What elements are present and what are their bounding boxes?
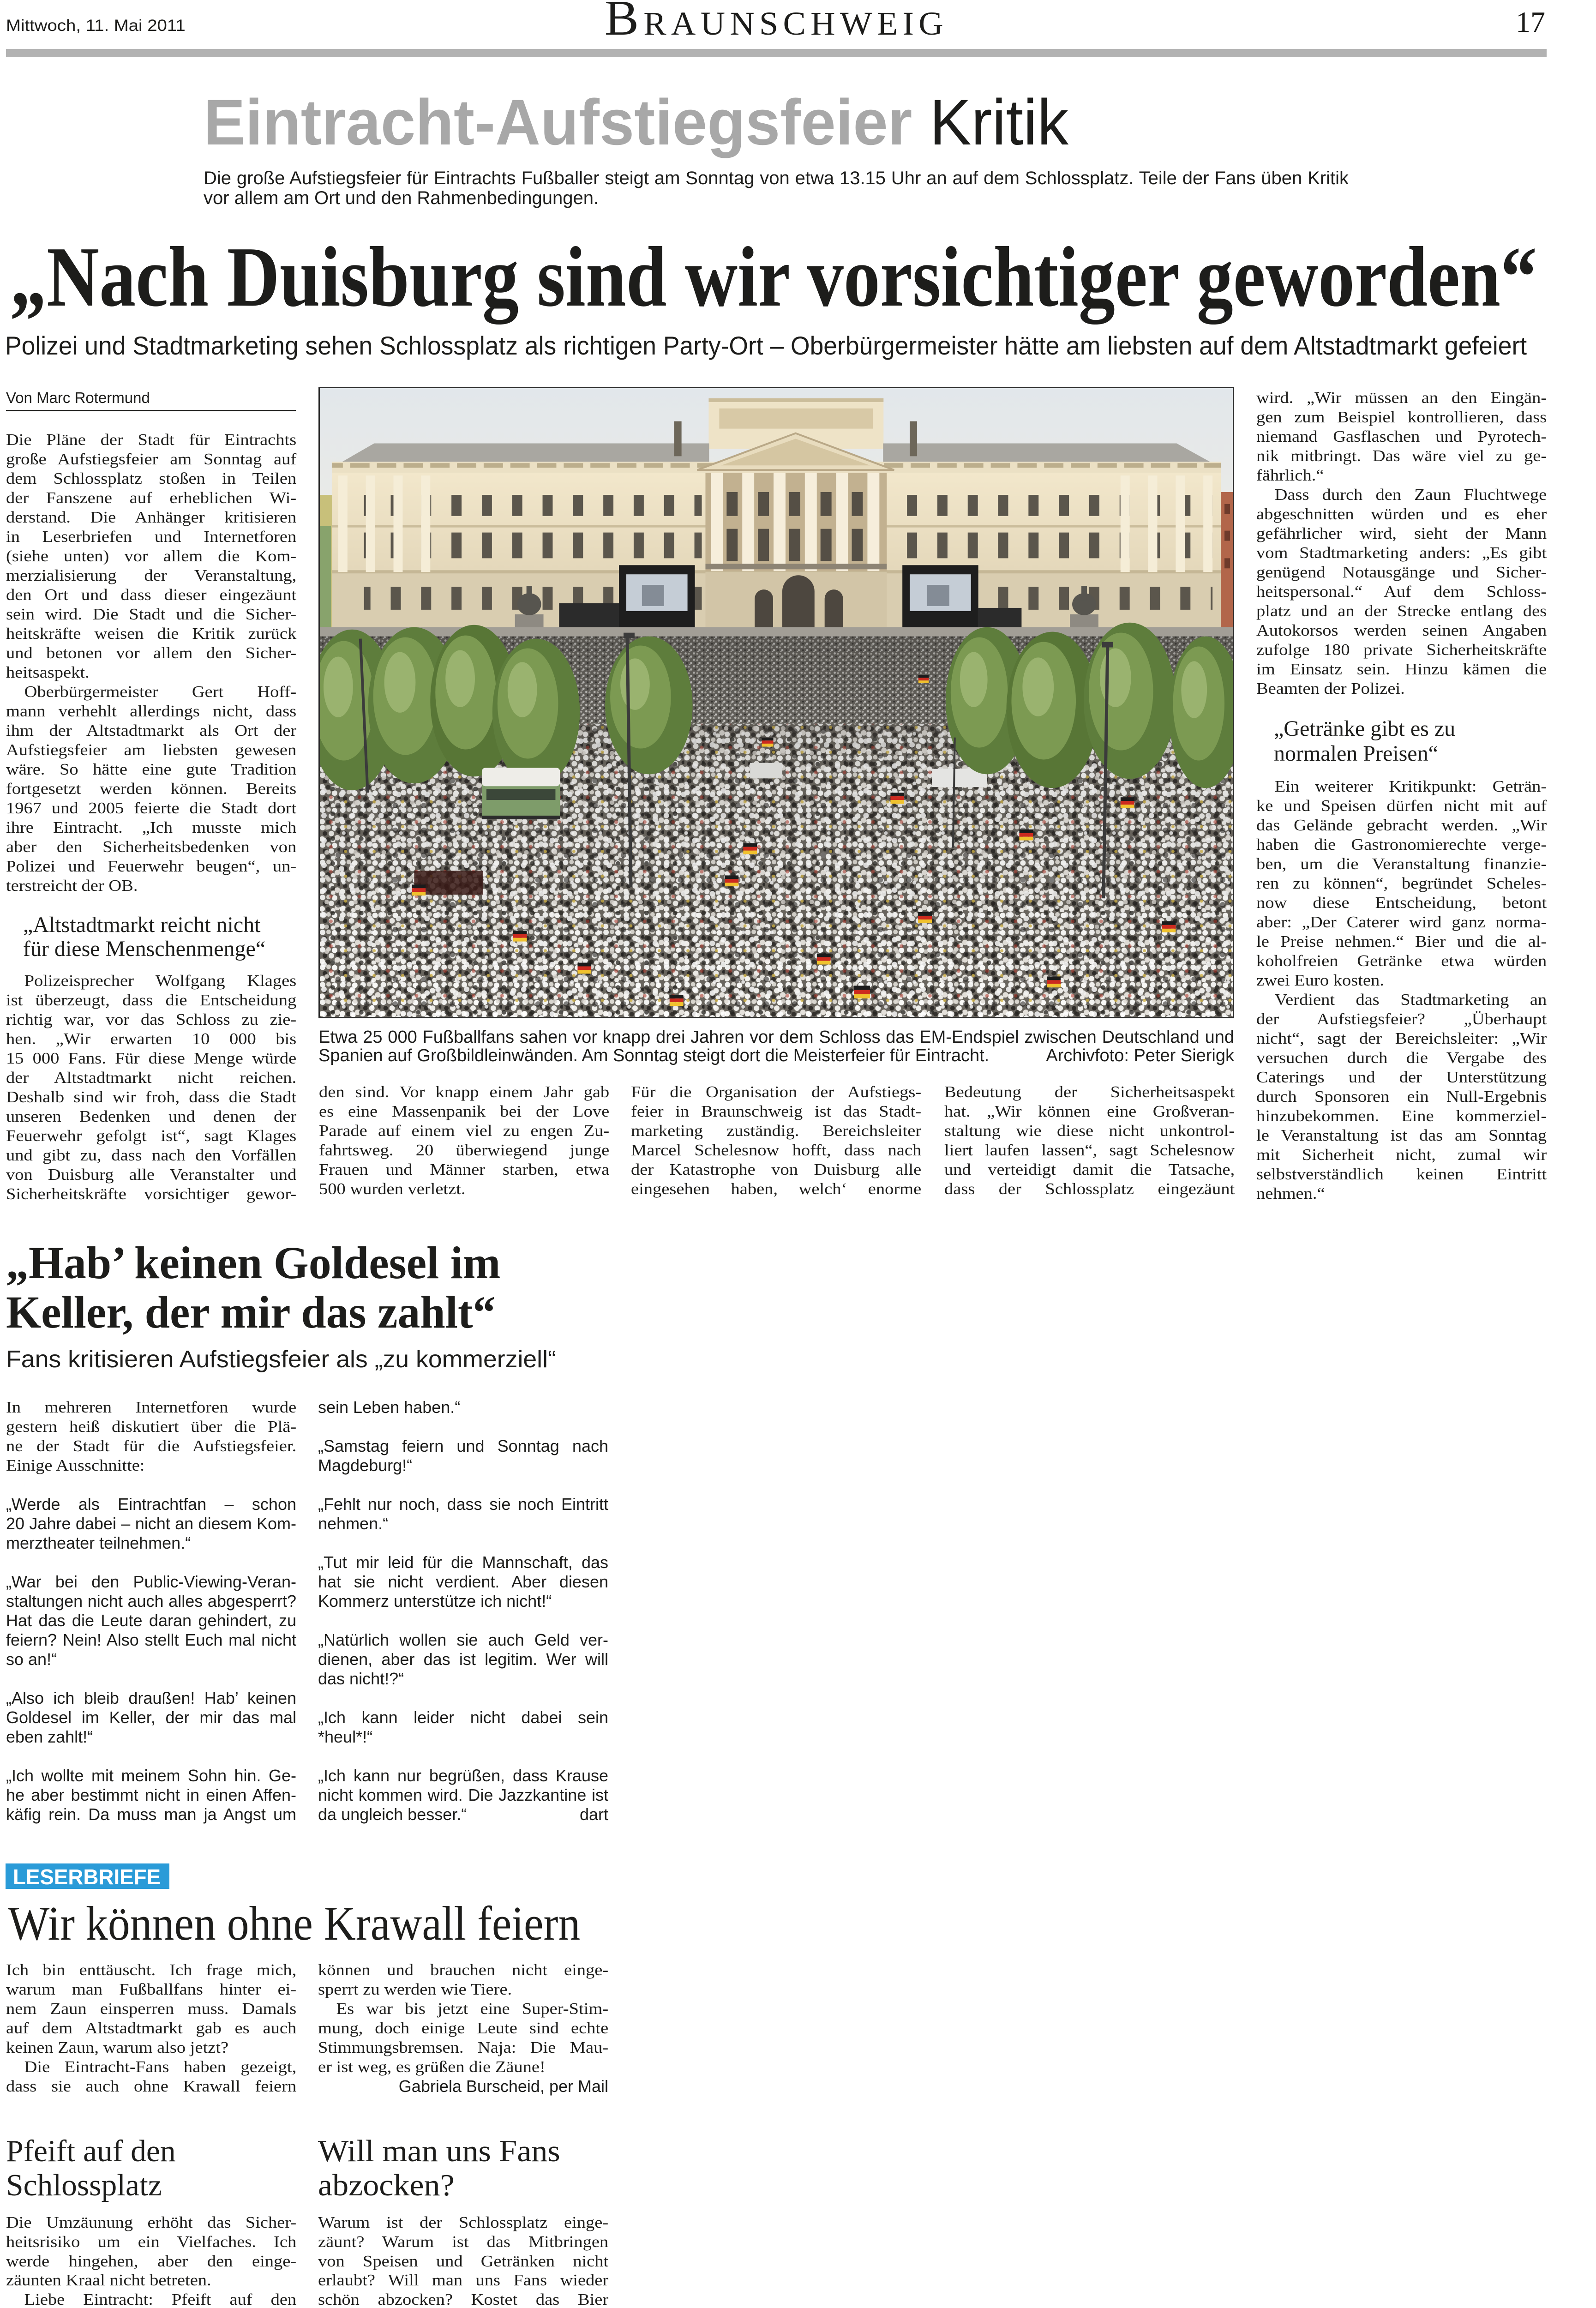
text-line: Es war bis jetzt eine Super-Stim- — [336, 2000, 609, 2018]
text-line: auf dem Altstadtmarkt gab es auch — [6, 2019, 297, 2037]
text-line: das Gelände gebracht werden. „Wir — [1256, 816, 1547, 834]
text-line: den sind. Vor knapp einem Jahr gab — [319, 1083, 610, 1101]
text-line: Polizei und Feuerwehr beugen“, un- — [6, 857, 297, 875]
text-line: niemand Gasflaschen und Pyrotech- — [1256, 427, 1547, 445]
text-line: 1967 und 2005 feierte die Stadt dort — [6, 799, 297, 817]
text-line: gestern heiß diskutiert über die Plä- — [6, 1418, 297, 1436]
column-subhead-getraenke — [1274, 716, 1455, 766]
forum-intro — [6, 1398, 296, 1475]
text-line: koholfreien Getränke etwa würden — [1256, 952, 1547, 970]
text-line: derstand. Die Anhänger kritisieren — [6, 508, 297, 526]
subhead-line: „Altstadtmarkt reicht nicht — [23, 913, 261, 937]
photo-credit: Archivfoto: Peter Sierigk — [1046, 1046, 1234, 1065]
forum-quotes-column-1 — [6, 1495, 296, 1824]
text-line: Polizeisprecher Wolfgang Klages — [24, 972, 297, 990]
text-line: hat sie nicht verdient. Aber diesen — [318, 1572, 608, 1591]
text-line: den Ort und dass dieser eingezäunt — [6, 586, 297, 604]
text-line: haben die Gastronomierechte verge- — [1256, 835, 1547, 853]
text-line: fahrtsweg. 20 überwiegend junge — [319, 1141, 610, 1159]
text-line: he aber bestimmt nicht in einen Affen- — [6, 1785, 296, 1804]
text-line: Magdeburg!“ — [318, 1456, 413, 1475]
text-line: abgeschnitten würden und es eher — [1256, 505, 1547, 523]
text-line: Die Umzäunung erhöht das Sicher- — [6, 2213, 297, 2231]
text-line: sein wird. Die Stadt und die Sicher- — [6, 605, 297, 623]
text-line: „Werde als Eintrachtfan – schon — [6, 1495, 296, 1514]
text-line: da ungleich besser.“ — [318, 1805, 467, 1824]
text-line: Verdient das Stadtmarketing an — [1274, 991, 1547, 1009]
paragraph — [6, 1960, 296, 2057]
paragraph — [6, 2290, 296, 2308]
text-line: ihm der Altstadtmarkt als Ort der — [6, 721, 297, 739]
text-line: im Einsatz sein. Hinzu kämen die — [1256, 660, 1547, 678]
paragraph — [318, 1708, 608, 1747]
letter-2-headline — [6, 2134, 176, 2202]
text-line: eingesehen haben, welch‘ enorme — [631, 1180, 922, 1198]
text-line: wird. „Wir müssen an den Eingän- — [1256, 389, 1547, 407]
text-line: sperrt zu werden wie Tiere. — [318, 1980, 512, 1998]
paragraph — [1256, 777, 1547, 990]
text-line: „Ich wollte mit meinem Sohn hin. Ge- — [6, 1766, 296, 1785]
letter-3-headline — [318, 2134, 560, 2202]
letter-1-column-2 — [318, 1960, 608, 2077]
letter-2-body — [6, 2213, 296, 2308]
text-line: nicht“, sagt der Bereichsleiter: „Wir — [1256, 1029, 1547, 1047]
text-line: In mehreren Internetforen wurde — [6, 1398, 297, 1416]
subhead-line: normalen Preisen“ — [1274, 741, 1438, 766]
section-title: BRAUNSCHWEIG — [605, 0, 948, 46]
article-column-4 — [944, 1082, 1235, 1199]
text-line: mit Sicherheit nicht, zumal wir — [1256, 1146, 1547, 1164]
article-column-5-bottom — [1256, 777, 1547, 1203]
text-line: „Ich kann leider nicht dabei sein — [318, 1708, 608, 1727]
text-line: hat. „Wir können eine Großveran- — [944, 1102, 1235, 1120]
letter-1-signature: Gabriela Burscheid, per Mail — [398, 2077, 608, 2096]
text-line: er ist weg, es grüßen die Zäune! — [318, 2058, 546, 2076]
topic-intro — [204, 168, 1349, 208]
text-line: dass der Schlossplatz eingezäunt — [944, 1180, 1235, 1198]
header-rule — [6, 49, 1547, 57]
text-line: es eine Massenpanik bei der Love — [319, 1102, 610, 1120]
text-line: und verteidigt damit die Tatsache, — [944, 1160, 1235, 1178]
column-subhead-altstadtmarkt — [23, 913, 265, 961]
text-line: Hat das die Leute daran gehindert, zu — [6, 1611, 296, 1630]
text-line: 500 wurden verletzt. — [319, 1180, 466, 1198]
text-line: nik mitbringt. Das wäre viel zu ge- — [1256, 447, 1547, 465]
text-line: ne der Stadt für die Aufstiegsfeier. — [6, 1437, 297, 1455]
text-line: zäunten Kraal nicht betreten. — [6, 2271, 211, 2290]
article-column-2 — [319, 1082, 609, 1199]
text-line: hen. „Wir erwarten 10 000 bis — [6, 1030, 297, 1048]
paragraph — [318, 1436, 608, 1475]
topic-name: Eintracht-Aufstiegsfeier — [204, 86, 912, 158]
paragraph — [6, 1572, 296, 1669]
text-line: unseren Bedenken und denen der — [6, 1107, 297, 1125]
text-line: aber: „Der Caterer wird ganz norma- — [1256, 913, 1547, 931]
text-line: ist überzeugt, dass die Entscheidung — [6, 991, 297, 1009]
text-line: versuchen durch die Vergabe des — [1256, 1049, 1547, 1067]
text-line: liert laufen lassen“, sagt Schelesnow — [944, 1141, 1235, 1159]
text-line: merztheater teilnehmen.“ — [6, 1533, 191, 1552]
text-line: heitskräfte weisen die Kritik zurück — [6, 625, 297, 643]
text-line: terstreicht der OB. — [6, 877, 138, 895]
headline-line: Keller, der mir das zahlt“ — [6, 1286, 496, 1338]
text-line: ke und Speisen dürfen nicht mit auf — [1256, 797, 1547, 815]
text-line: ben, um die Veranstaltung finanzie- — [1256, 855, 1547, 873]
text-line: nehmen.“ — [1256, 1184, 1325, 1202]
text-line: käfig rein. Da muss man ja Angst um — [6, 1805, 296, 1824]
text-line: in Leserbriefen und Internetforen — [6, 528, 297, 546]
text-line: von Speisen und Getränken nicht — [318, 2252, 609, 2270]
letter-3-body — [318, 2213, 608, 2308]
subhead-line: „Getränke gibt es zu — [1274, 716, 1456, 741]
text-line: heitsrisiko um ein Vielfaches. Ich — [6, 2232, 297, 2251]
text-line: schön abzocken? Kostet das Bier — [318, 2290, 609, 2308]
text-line: Caterings und der Unterstützung — [1256, 1068, 1547, 1086]
text-line: Die Pläne der Stadt für Eintrachts — [6, 431, 297, 449]
text-line: „Natürlich wollen sie auch Geld ver- — [318, 1630, 608, 1649]
main-headline: „Nach Duisburg sind wir vorsichtiger geworden“ — [10, 229, 1537, 325]
paragraph — [6, 1689, 296, 1747]
text-line: Oberbürgermeister Gert Hoff- — [24, 683, 297, 701]
letter-1-column-1 — [6, 1960, 296, 2096]
text-line: nicht kommen wird. Die Jazzkantine ist — [318, 1785, 608, 1804]
text-line: mann verhehlt allerdings nicht, dass — [6, 702, 297, 720]
paragraph — [6, 1495, 296, 1553]
text-line: wäre. So hätte eine gute Tradition — [6, 760, 297, 778]
text-line: der Fanszene auf erheblichen Wi- — [6, 489, 297, 507]
paragraph — [631, 1082, 921, 1199]
text-line: der Katastrophe von Duisburg alle — [631, 1160, 922, 1178]
text-line: le Veranstaltung ist das am Sonntag — [1256, 1126, 1547, 1144]
byline-rule — [6, 410, 296, 411]
text-line: der Altstadtmarkt nicht reichen. — [6, 1069, 297, 1087]
text-line: dass sie auch ohne Krawall feiern — [6, 2077, 297, 2095]
text-line: Für die Organisation der Aufstiegs- — [631, 1083, 922, 1101]
text-line: dienen, aber das ist legitim. Wer will — [318, 1650, 608, 1669]
text-line: fährlich.“ — [1256, 466, 1324, 484]
issue-date: Mittwoch, 11. Mai 2011 — [6, 17, 186, 35]
headline-line: abzocken? — [318, 2168, 455, 2202]
text-line: und gibt zu, dass nach den Vorfällen — [6, 1146, 297, 1164]
text-line: ren zu können“, begründet Scheles- — [1256, 874, 1547, 892]
text-line: Frauen und Männer starben, etwa — [319, 1160, 610, 1178]
text-line: richtig war, vor das Schloss zu zie- — [6, 1010, 297, 1028]
paragraph — [318, 1630, 608, 1689]
text-line: der Aufstiegsfeier? „Überhaupt — [1256, 1010, 1547, 1028]
text-line: fortgesetzt werden können. Bereits — [6, 780, 297, 798]
article-column-1-top — [6, 430, 296, 896]
headline-line: „Hab’ keinen Goldesel im — [6, 1237, 501, 1288]
paragraph — [318, 1999, 608, 2077]
text-line: erlaubt? Will man uns Fans wieder — [318, 2271, 609, 2290]
text-line: Die Eintracht-Fans haben gezeigt, — [24, 2058, 297, 2076]
text-line: „Tut mir leid für die Mannschaft, das — [318, 1553, 608, 1572]
photo-illustration — [320, 388, 1233, 1017]
text-line: Marcel Schelesnow hofft, dass nach — [631, 1141, 922, 1159]
byline: Von Marc Rotermund — [6, 389, 150, 406]
text-line: feiern? Nein! Also stellt Euch mal nicht — [6, 1630, 296, 1649]
text-line: und betonen vor allem den Sicher- — [6, 644, 297, 662]
text-line: hinzubekommen. Eine kommerziel- — [1256, 1107, 1547, 1125]
text-line: Deshalb sind wir froh, dass die Stadt — [6, 1088, 297, 1106]
text-line: 20 Jahre dabei – nicht an diesem Kom- — [6, 1514, 296, 1533]
badge-label: LESERBRIEFE — [13, 1865, 161, 1889]
text-line: Goldesel im Keller, der mir das mal — [6, 1708, 296, 1727]
paragraph — [1256, 485, 1547, 698]
leserbriefe-badge — [6, 1863, 169, 1889]
paragraph — [318, 2213, 608, 2308]
text-line: Ein weiterer Kritikpunkt: Geträn- — [1274, 777, 1547, 795]
text-line: Liebe Eintracht: Pfeift auf den — [24, 2290, 297, 2308]
text-line: vom Stadtmarketing anders: „Es gibt — [1256, 544, 1547, 562]
text-line: Aufstiegsfeier am liebsten gewesen — [6, 741, 297, 759]
text-line: 15 000 Fans. Für diese Menge würde — [6, 1049, 297, 1067]
topic-label: Kritik — [930, 86, 1069, 158]
text-line: durch Sponsoren ein Null-Ergebnis — [1256, 1088, 1547, 1106]
text-line: können und brauchen nicht einge- — [318, 1961, 609, 1979]
text-line: ihre Eintracht. „Ich musste mich — [6, 818, 297, 836]
text-line: feier in Braunschweig ist das Stadt- — [631, 1102, 922, 1120]
text-line: gen zum Beispiel kontrollieren, dass — [1256, 408, 1547, 426]
text-line: merzialisierung der Veranstaltung, — [6, 566, 297, 584]
text-line: now diese Entscheidung, betont — [1256, 894, 1547, 912]
photo-schlossplatz-crowd — [318, 387, 1234, 1018]
paragraph — [1256, 990, 1547, 1203]
forum-headline — [6, 1238, 500, 1337]
paragraph — [319, 1082, 609, 1199]
headline-line: Schlossplatz — [6, 2168, 162, 2202]
text-line: nehmen.“ — [318, 1514, 389, 1533]
letter-1-headline: Wir können ohne Krawall feiern — [8, 1896, 581, 1950]
paragraph — [6, 2213, 296, 2290]
paragraph — [6, 682, 296, 896]
paragraph — [318, 1495, 608, 1533]
text-line: *heul*!“ — [318, 1727, 373, 1746]
text-line: nem Zaun einsperren muss. Damals — [6, 2000, 297, 2018]
text-line: „Samstag feiern und Sonntag nach — [318, 1436, 608, 1455]
text-line: Etwa 25 000 Fußballfans sahen vor knapp drei Jahren vor dem Schloss das EM-Endspiel zwischen Deutschland und — [318, 1028, 1234, 1047]
forum-subheadline: Fans kritisieren Aufstiegsfeier als „zu kommerziell“ — [6, 1346, 556, 1373]
main-subheadline: Polizei und Stadtmarketing sehen Schlossplatz als richtigen Party-Ort – Oberbürgermeister hätte am liebsten auf dem Altstadtmarkt gefeiert — [5, 331, 1527, 360]
text-line: eben zahlt!“ — [6, 1727, 93, 1746]
text-line: (siehe unten) vor allem die Kom- — [6, 547, 297, 565]
text-line: zwei Euro kosten. — [1256, 971, 1384, 989]
text-line: mung, doch einige Leute sind echte — [318, 2019, 609, 2037]
paragraph — [6, 1398, 296, 1475]
text-line: heitspersonal.“ Auf dem Schloss- — [1256, 583, 1547, 601]
text-line: Dass durch den Zaun Fluchtwege — [1274, 486, 1547, 504]
text-line: selbstverständlich keinen Eintritt — [1256, 1165, 1547, 1183]
article-column-3 — [631, 1082, 921, 1199]
text-line: vor allem am Ort und den Rahmenbedingungen. — [204, 188, 599, 208]
text-line: gefährlicher wird, sieht der Mann — [1256, 524, 1547, 542]
paragraph — [318, 1398, 608, 1417]
text-line: „Fehlt nur noch, dass sie noch Eintritt — [318, 1495, 608, 1514]
roof-statue — [674, 421, 682, 457]
text-line: Einige Ausschnitte: — [6, 1456, 145, 1474]
text-line: sein Leben haben.“ — [318, 1398, 461, 1417]
paragraph — [318, 1553, 608, 1611]
paragraph — [6, 430, 296, 682]
forum-author: dart — [579, 1805, 608, 1824]
forum-quotes-column-2 — [318, 1398, 608, 1824]
text-line: staltungen nicht auch alles abgesperrt? — [6, 1592, 296, 1611]
text-line: staltung wie diese nicht unkontrol- — [944, 1122, 1235, 1140]
text-line: Kommerz unterstütze ich nicht!“ — [318, 1592, 552, 1611]
paragraph — [318, 1960, 608, 1999]
text-line: Parade auf einem viel zu engen Zu- — [319, 1122, 610, 1140]
article-column-5-top — [1256, 388, 1547, 698]
text-line: Warum ist der Schlossplatz einge- — [318, 2213, 609, 2231]
text-line: das nicht!?“ — [318, 1669, 404, 1688]
text-line: marketing zuständig. Bereichsleiter — [631, 1122, 922, 1140]
text-line: Die große Aufstiegsfeier für Eintrachts Fußballer steigt am Sonntag von etwa 13.15 Uhr an auf dem Schlossplatz. Teile der Fans üben Kritik — [204, 168, 1349, 188]
text-line: Beamten der Polizei. — [1256, 679, 1405, 697]
text-line: Ich bin enttäuscht. Ich frage mich, — [6, 1961, 297, 1979]
text-line: aber den Sicherheitsbedenken von — [6, 838, 297, 856]
text-line: zufolge 180 private Sicherheitskräfte — [1256, 641, 1547, 659]
bus — [482, 768, 560, 819]
text-line: Stimmungsbremsen. Naja: Die Mau- — [318, 2038, 609, 2056]
text-line: „Also ich bleib draußen! Hab’ keinen — [6, 1689, 296, 1707]
roof-statue — [910, 421, 917, 457]
text-line: dem Schlossplatz stoßen in Teilen — [6, 469, 297, 487]
text-line: zäunt? Warum ist das Mitbringen — [318, 2232, 609, 2251]
text-line: genügend Notausgänge und Sicher- — [1256, 563, 1547, 581]
page-number: 17 — [1516, 6, 1545, 38]
text-line: Feuerwehr gefolgt ist“, sagt Klages — [6, 1127, 297, 1145]
text-line: von Duisburg alle Veranstalter und — [6, 1166, 297, 1184]
text-line: werde hingehen, aber den einge- — [6, 2252, 297, 2270]
text-line: große Aufstiegsfeier am Sonntag auf — [6, 450, 297, 468]
paragraph — [6, 971, 296, 1204]
text-line: Spanien auf Großbildleinwänden. Am Sonntag steigt dort die Meisterfeier für Eintracht. — [318, 1046, 990, 1065]
text-line: Autokorsos werden seinen Angaben — [1256, 621, 1547, 639]
paragraph — [6, 2057, 296, 2096]
paragraph — [6, 1766, 296, 1824]
text-line: Bedeutung der Sicherheitsaspekt — [944, 1083, 1235, 1101]
text-line: warum man Fußballfans hinter ei- — [6, 1980, 297, 1998]
paragraph — [204, 168, 1349, 208]
paragraph — [1256, 388, 1547, 485]
text-line: heitsaspekt. — [6, 663, 90, 681]
text-line: keinen Zaun, warum also jetzt? — [6, 2038, 229, 2056]
text-line: so an!“ — [6, 1650, 57, 1669]
topic-title — [204, 86, 1069, 158]
palace-door — [782, 575, 815, 628]
article-column-1-bottom — [6, 971, 296, 1204]
text-line: platz und an der Strecke entlang des — [1256, 602, 1547, 620]
headline-line: Will man uns Fans — [318, 2134, 560, 2168]
text-line: „Ich kann nur begrüßen, dass Krause — [318, 1766, 608, 1785]
text-line: le Preise nehmen.“ Bier und die al- — [1256, 932, 1547, 950]
text-line: „War bei den Public-Viewing-Veran- — [6, 1572, 296, 1591]
headline-line: Pfeift auf den — [6, 2134, 176, 2168]
text-line: Sicherheitskräfte vorsichtiger gewor- — [6, 1185, 297, 1203]
paragraph — [944, 1082, 1235, 1199]
subhead-line: für diese Menschenmenge“ — [23, 937, 266, 961]
